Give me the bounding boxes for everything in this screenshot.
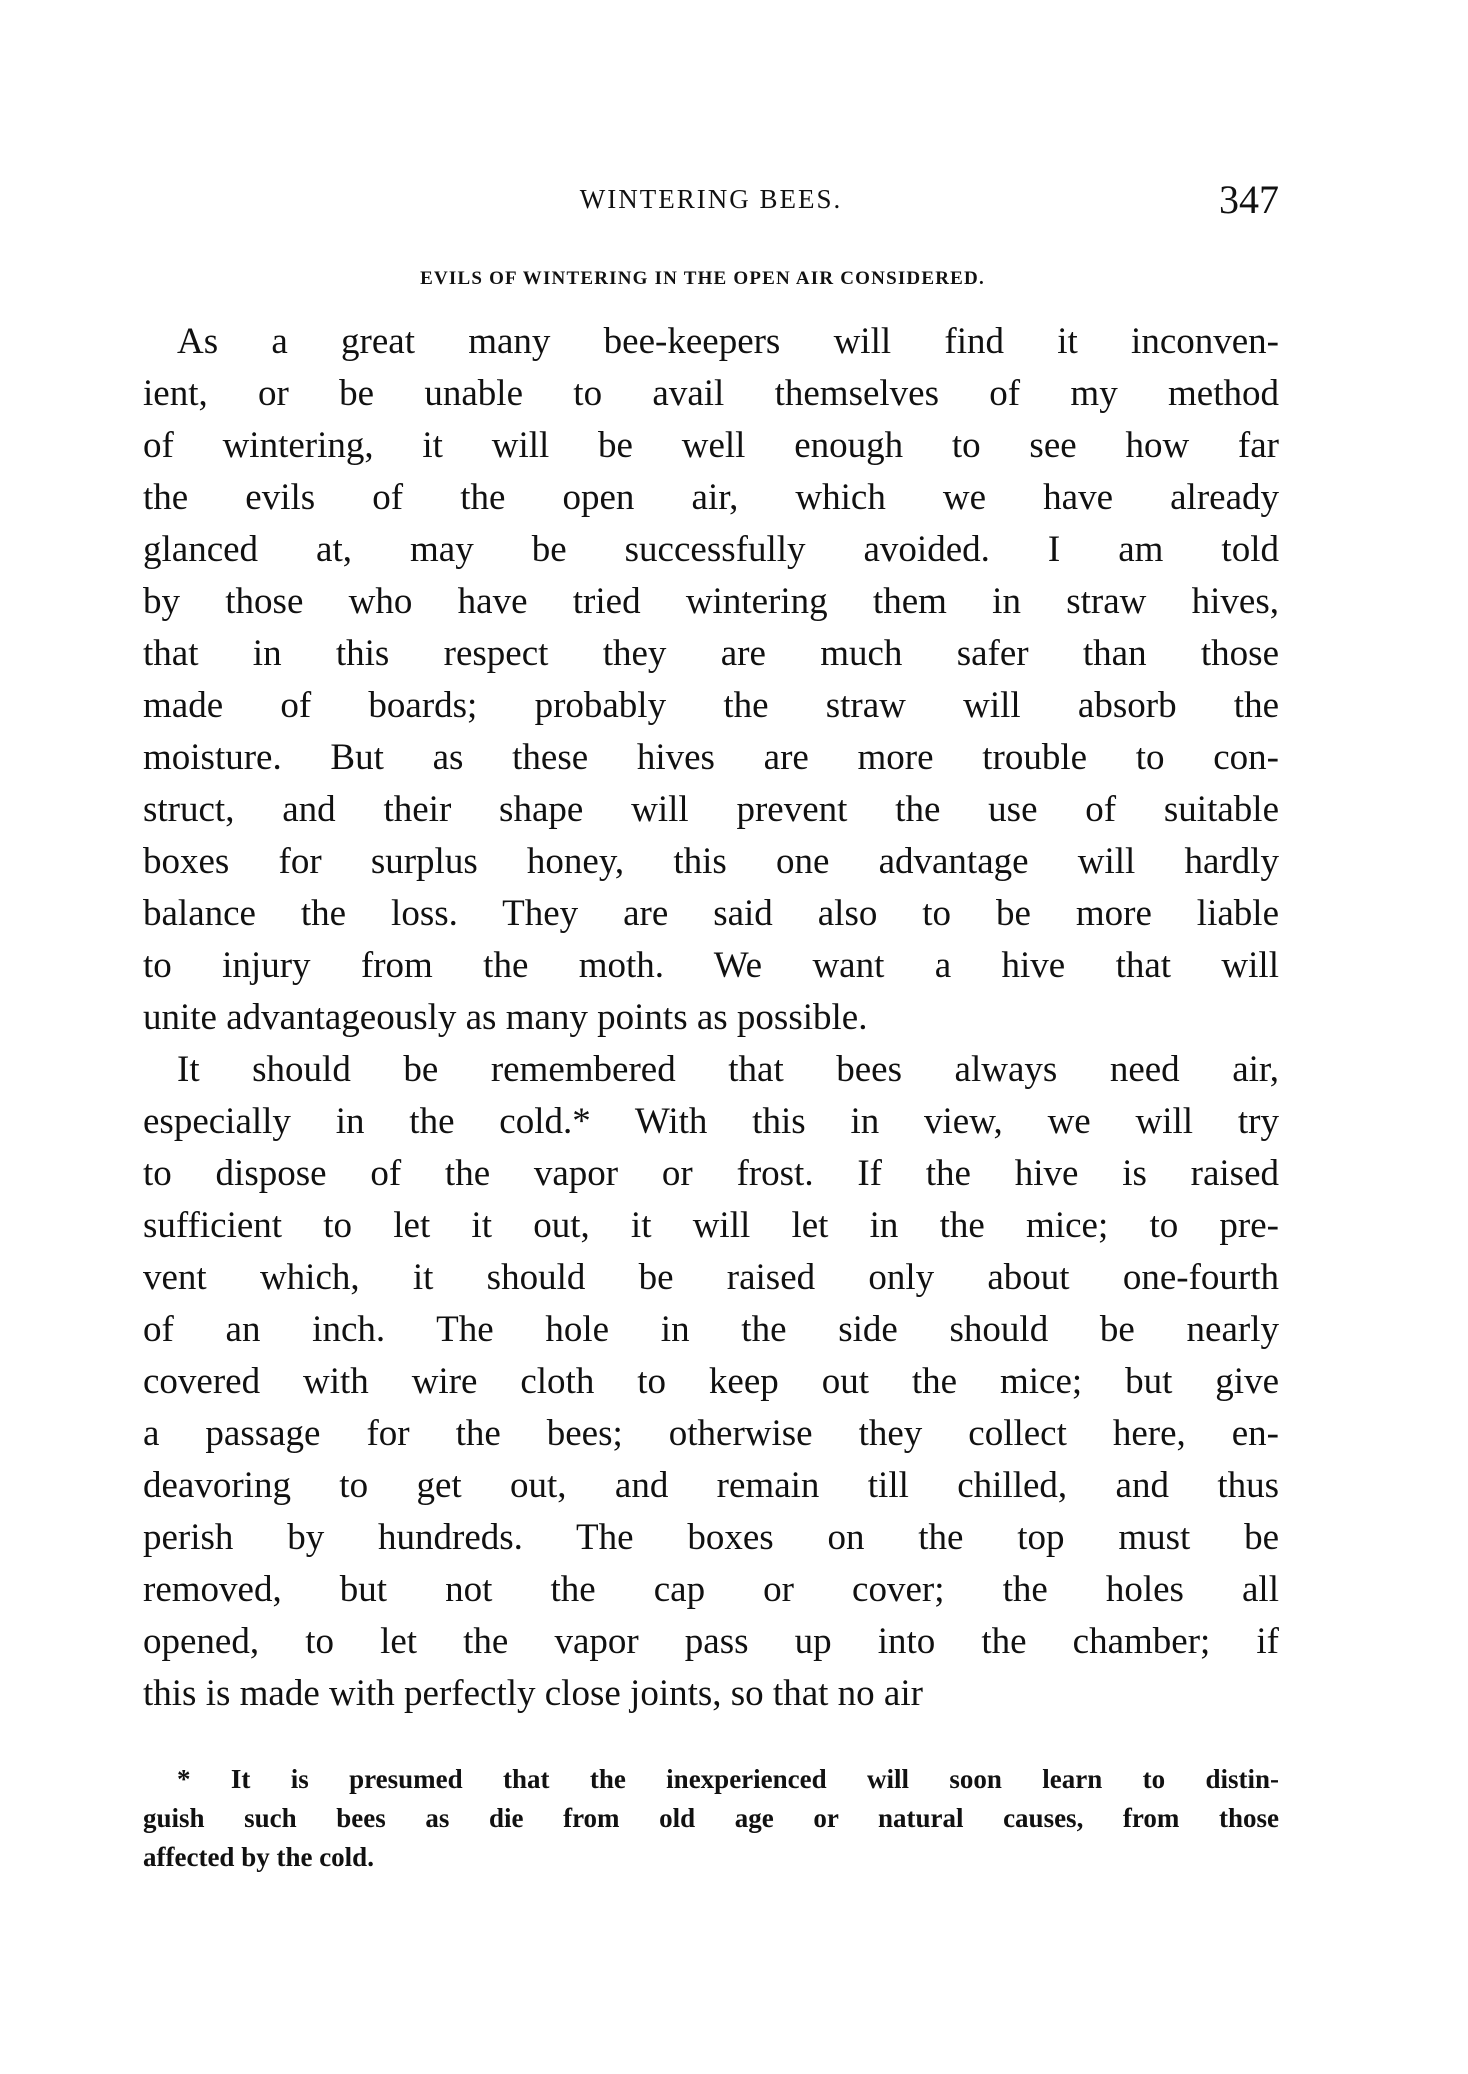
body-text	[143, 316, 1279, 1720]
text-line: As a great many bee-keepers will find it inconven-	[177, 321, 1279, 362]
text-line: to injury from the moth. We want a hive that will	[143, 945, 1279, 986]
footnote-line: guish such bees as die from old age or natural causes, from those	[143, 1803, 1279, 1833]
text-line: unite advantageously as many points as possible.	[143, 997, 868, 1038]
text-line: sufficient to let it out, it will let in the mice; to pre-	[143, 1205, 1279, 1246]
text-line: a passage for the bees; otherwise they collect here, en-	[143, 1413, 1279, 1454]
footnote	[143, 1760, 1279, 1877]
paragraph	[143, 316, 1279, 1044]
text-line: opened, to let the vapor pass up into the chamber; if	[143, 1621, 1279, 1662]
text-line: the evils of the open air, which we have already	[143, 477, 1279, 518]
running-head-title: WINTERING BEES.	[579, 184, 843, 214]
text-line: balance the loss. They are said also to be more liable	[143, 893, 1279, 934]
text-line: struct, and their shape will prevent the use of suitable	[143, 789, 1279, 830]
text-line: ient, or be unable to avail themselves of my method	[143, 373, 1279, 414]
page-number: 347	[1219, 177, 1279, 222]
section-heading: EVILS OF WINTERING IN THE OPEN AIR CONSIDERED.	[420, 268, 985, 289]
footnote-line: * It is presumed that the inexperienced will soon learn to distin-	[177, 1764, 1279, 1794]
text-line: It should be remembered that bees always need air,	[177, 1049, 1279, 1090]
running-head	[143, 176, 1279, 226]
footnote-line: affected by the cold.	[143, 1842, 374, 1872]
text-line: that in this respect they are much safer than those	[143, 633, 1279, 674]
text-line: perish by hundreds. The boxes on the top must be	[143, 1517, 1279, 1558]
text-line: of wintering, it will be well enough to see how far	[143, 425, 1279, 466]
text-line: deavoring to get out, and remain till chilled, and thus	[143, 1465, 1279, 1506]
text-line: glanced at, may be successfully avoided. I am told	[143, 529, 1279, 570]
text-line: removed, but not the cap or cover; the holes all	[143, 1569, 1279, 1610]
text-line: covered with wire cloth to keep out the mice; but give	[143, 1361, 1279, 1402]
text-line: this is made with perfectly close joints, so that no air	[143, 1673, 923, 1714]
text-line: to dispose of the vapor or frost. If the hive is raised	[143, 1153, 1279, 1194]
text-line: made of boards; probably the straw will absorb the	[143, 685, 1279, 726]
text-line: by those who have tried wintering them in straw hives,	[143, 581, 1279, 622]
text-line: moisture. But as these hives are more trouble to con-	[143, 737, 1279, 778]
text-line: especially in the cold.* With this in view, we will try	[143, 1101, 1279, 1142]
text-line: boxes for surplus honey, this one advantage will hardly	[143, 841, 1279, 882]
text-line: of an inch. The hole in the side should be nearly	[143, 1309, 1279, 1350]
paragraph	[143, 1044, 1279, 1720]
text-line: vent which, it should be raised only about one-fourth	[143, 1257, 1279, 1298]
